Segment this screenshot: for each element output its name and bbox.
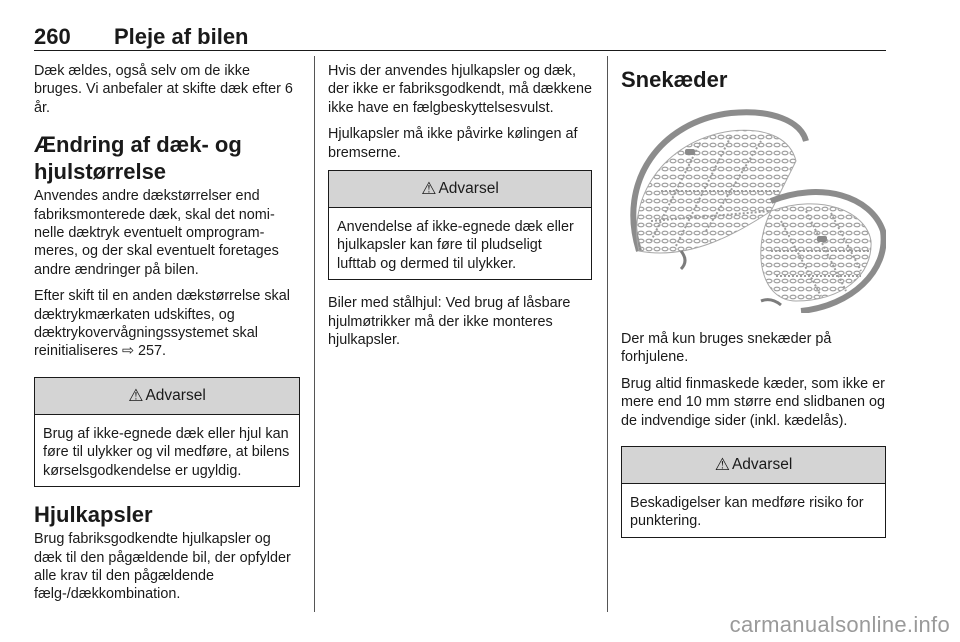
warning-box-wheel-covers (328, 170, 592, 280)
warning-triangle-icon: ⚠ (128, 385, 144, 405)
warning-header (622, 447, 885, 484)
chapter-title: Pleje af bilen (114, 24, 249, 49)
column-3 (621, 62, 886, 552)
warning-triangle-icon: ⚠ (421, 179, 437, 199)
warning-text: Beskadigelser kan medføre risiko for punktering. (630, 495, 864, 530)
warning-title: Advarsel (145, 386, 206, 404)
intro-paragraph: Dæk ældes, også selv om de ikke bruges. Vi anbefaler at skifte dæk efter 6 år. (34, 63, 293, 116)
wheel-covers-paragraph-2: Hvis der anvendes hjulkapsler og dæk, der ikke er fabriksgodkendt, må dækkene ikke have en fælgbeskyttelsesvulst. (328, 63, 592, 116)
steel-wheels-paragraph: Biler med stålhjul: Ved brug af låsbare hjulmøtrikker må der ikke monteres hjulkapsler. (328, 295, 571, 349)
warning-header (329, 171, 591, 208)
warning-box-tires (34, 377, 300, 487)
snow-chains-paragraph-2: Brug altid finmaskede kæder, som ikke er mere end 10 mm større end slidbanen og de indvendige sider (inkl. kædelås). (621, 375, 885, 429)
page-header (34, 20, 886, 51)
warning-triangle-icon: ⚠ (714, 455, 730, 475)
wheel-covers-paragraph-3: Hjulkapsler må ikke påvirke kølingen af bremserne. (328, 126, 578, 161)
column-2 (328, 62, 592, 357)
warning-box-snow-chains (621, 446, 886, 538)
tire-size-paragraph-2 (34, 287, 300, 361)
tire-size-paragraph-1: Anvendes andre dækstørrelser end fabriksmonterede dæk, skal det nominelle dæktryk eventuelt omprogrammeres, og der skal eventuelt foretages andre ændringer på bilen. (34, 188, 279, 278)
page-reference-icon: ⇨ (121, 343, 135, 360)
page-reference-link[interactable]: 257. (138, 343, 167, 360)
snow-chains-illustration (621, 101, 886, 313)
warning-title: Advarsel (731, 456, 793, 474)
warning-text: Anvendelse af ikke-egnede dæk eller hjulkapsler kan føre til pludseligt lufttab og dermed til ulykker. (337, 219, 574, 272)
warning-title: Advarsel (438, 180, 499, 198)
column-divider-2 (607, 56, 608, 612)
warning-text: Brug af ikke-egnede dæk eller hjul kan føre til ulykker og vil medføre, at bilens kørselsgodkendelse er ugyldig. (43, 425, 290, 479)
section-heading-snow-chains: Snekæder (621, 67, 728, 92)
warning-header (35, 378, 299, 415)
footer-watermark: carmanualsonline.info (729, 612, 950, 637)
column-divider-1 (314, 56, 315, 612)
wheel-covers-paragraph: Brug fabriksgodkendte hjulkapsler og dæk til den pågældende bil, der opfylder alle krav til den pågældende fælg-/dækkombination. (34, 531, 291, 603)
column-1 (34, 62, 300, 612)
section-heading-tire-size: Ændring af dæk- og hjulstørrelse (34, 132, 242, 185)
snow-chains-paragraph-1: Der må kun bruges snekæder på forhjulene. (621, 331, 832, 366)
section-heading-wheel-covers: Hjulkapsler (34, 502, 153, 528)
page-number: 260 (34, 24, 71, 49)
tire-size-paragraph-2-text: Efter skift til en anden dækstørrelse skal dæktrykmærkaten udskiftes, og dæktrykovervågningssystemet skal reinitialiseres (34, 288, 290, 360)
